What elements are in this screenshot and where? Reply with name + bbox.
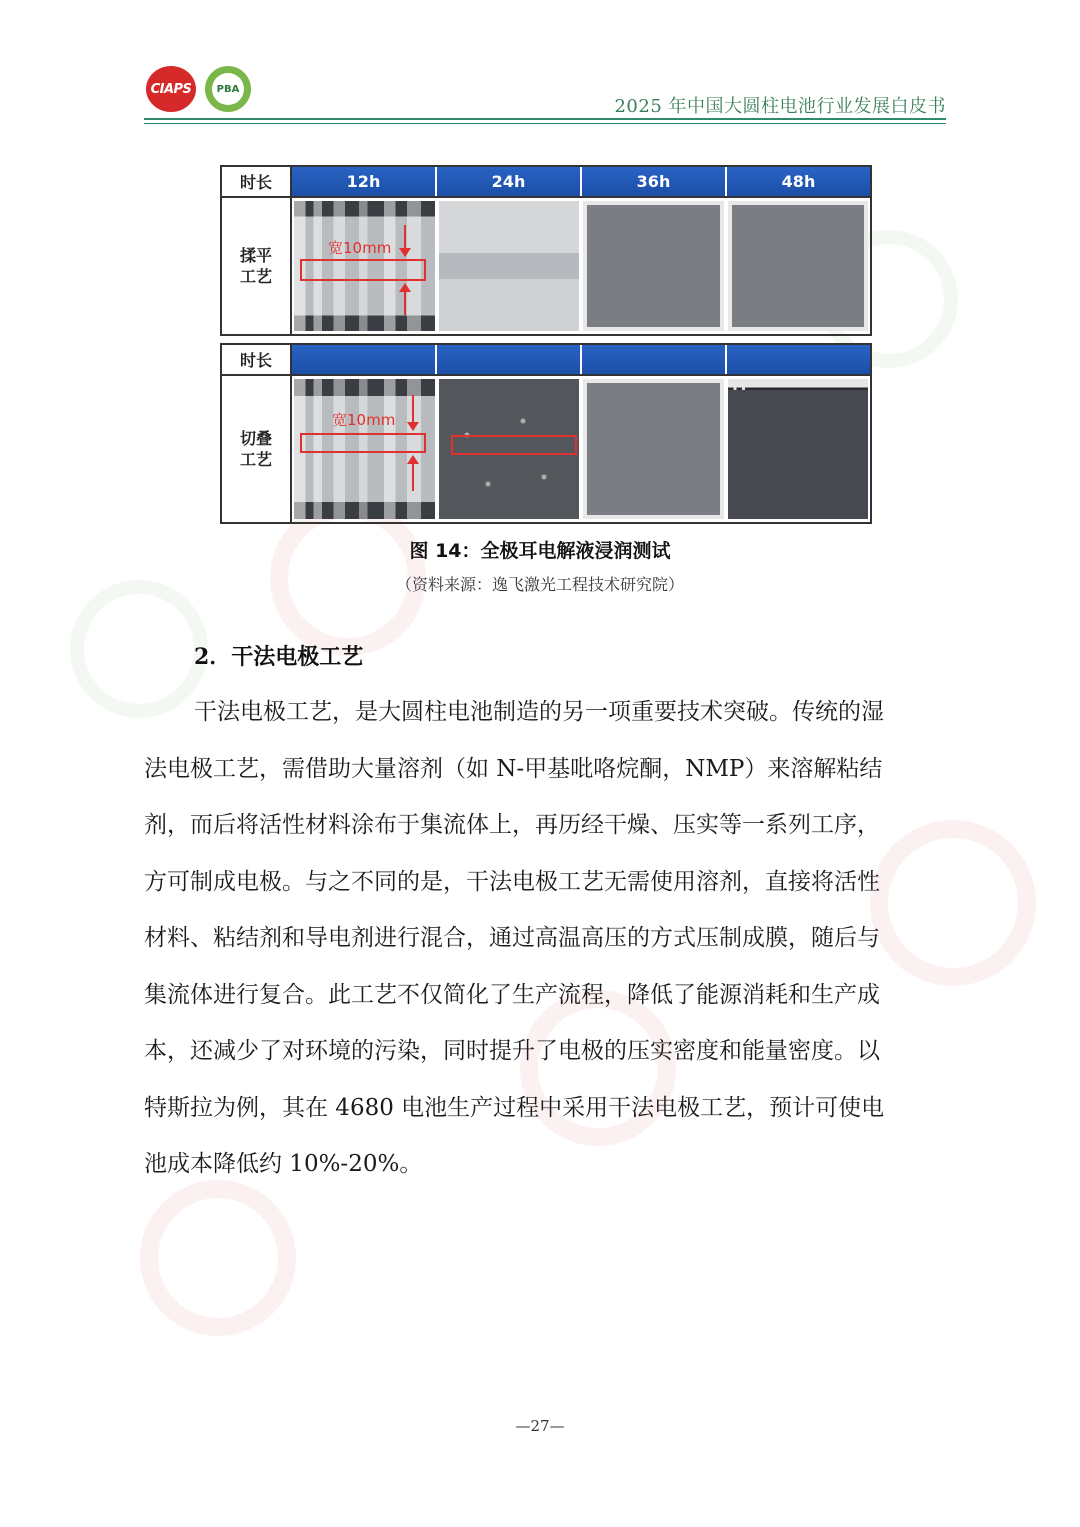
row-label-flatten <box>222 198 292 334</box>
photo-cut-stack-36h <box>583 379 724 519</box>
photo-cut-stack-48h <box>728 379 869 519</box>
figure-electrolyte-wetting <box>220 165 872 524</box>
photo-cut-stack-24h <box>439 379 580 519</box>
width-annotation: 宽10mm <box>332 411 396 429</box>
paragraph-line: 池成本降低约 10%-20%。 <box>144 1151 423 1177</box>
paragraph-line: 法电极工艺，需借助大量溶剂（如 N-甲基吡咯烷酮，NMP）来溶解粘结 <box>144 755 883 782</box>
row-label-flatten-line2: 工艺 <box>239 267 272 286</box>
paragraph-line: 干法电极工艺，是大圆柱电池制造的另一项重要技术突破。传统的湿 <box>194 699 884 725</box>
duration-48h: 48h <box>727 167 870 196</box>
paragraph-line: 本，还减少了对环境的污染，同时提升了电极的压实密度和能量密度。以 <box>144 1038 880 1064</box>
arrow-up-icon <box>412 457 414 491</box>
paragraph-line: 方可制成电极。与之不同的是，干法电极工艺无需使用溶剂，直接将活性 <box>144 868 880 895</box>
measurement-box <box>300 433 426 453</box>
paragraph-line: 集流体进行复合。此工艺不仅简化了生产流程，降低了能源消耗和生产成 <box>144 981 880 1008</box>
duration-24h: 24h <box>437 167 582 196</box>
row-label-cut-stack <box>222 376 292 522</box>
header-cell-blank <box>437 345 582 374</box>
photo-cut-stack-12h <box>294 379 435 519</box>
paragraph-line: 特斯拉为例，其在 4680 电池生产过程中采用干法电极工艺，预计可使电 <box>144 1094 885 1121</box>
section-heading: 2．干法电极工艺 <box>194 644 364 670</box>
header-cell-blank <box>582 345 727 374</box>
header-cell-blank <box>727 345 870 374</box>
duration-36h: 36h <box>582 167 727 196</box>
measurement-box <box>451 435 577 455</box>
photo-flatten-48h <box>728 201 869 331</box>
photo-flatten-36h <box>583 201 724 331</box>
arrow-up-icon <box>404 285 406 315</box>
page-number: —27— <box>515 1417 565 1435</box>
measurement-box <box>300 259 426 281</box>
ciaps-logo <box>146 66 196 112</box>
flatten-process-row <box>222 198 870 334</box>
figure-caption: 图 14：全极耳电解液浸润测试 <box>409 540 671 562</box>
arrow-down-icon <box>404 225 406 255</box>
arrow-down-icon <box>412 395 414 429</box>
figure-source: （资料来源：逸飞激光工程技术研究院） <box>395 575 684 594</box>
header-divider-thin <box>144 123 946 124</box>
figure-header-row <box>222 167 870 198</box>
duration-12h: 12h <box>292 167 437 196</box>
header-divider <box>144 118 946 120</box>
header-cell-blank <box>292 345 437 374</box>
paragraph-line: 材料、粘结剂和导电剂进行混合，通过高温高压的方式压制成膜，随后与 <box>144 925 880 951</box>
row-label-cut-stack-line1: 切叠 <box>239 429 272 448</box>
cut-stack-process-row <box>222 376 870 522</box>
width-annotation: 宽10mm <box>328 239 392 257</box>
figure-block-cut-stack <box>220 343 872 524</box>
pba-logo <box>205 66 251 112</box>
header-title: 2025 年中国大圆柱电池行业发展白皮书 <box>614 96 946 117</box>
duration-header-label: 时长 <box>222 345 292 374</box>
photo-flatten-24h <box>439 201 580 331</box>
photo-flatten-12h <box>294 201 435 331</box>
figure-block-flatten <box>220 165 872 336</box>
pba-logo-text: PBA <box>216 83 240 95</box>
ciaps-logo-text: CIAPS <box>150 81 192 97</box>
body-paragraph <box>144 684 946 1193</box>
row-label-flatten-line1: 揉平 <box>239 246 272 265</box>
duration-header-label: 时长 <box>222 167 292 196</box>
row-label-cut-stack-line2: 工艺 <box>239 450 272 469</box>
figure-header-row <box>222 345 870 376</box>
ciaps-watermark <box>140 1180 296 1336</box>
paragraph-line: 剂，而后将活性材料涂布于集流体上，再历经干燥、压实等一系列工序， <box>144 812 880 838</box>
